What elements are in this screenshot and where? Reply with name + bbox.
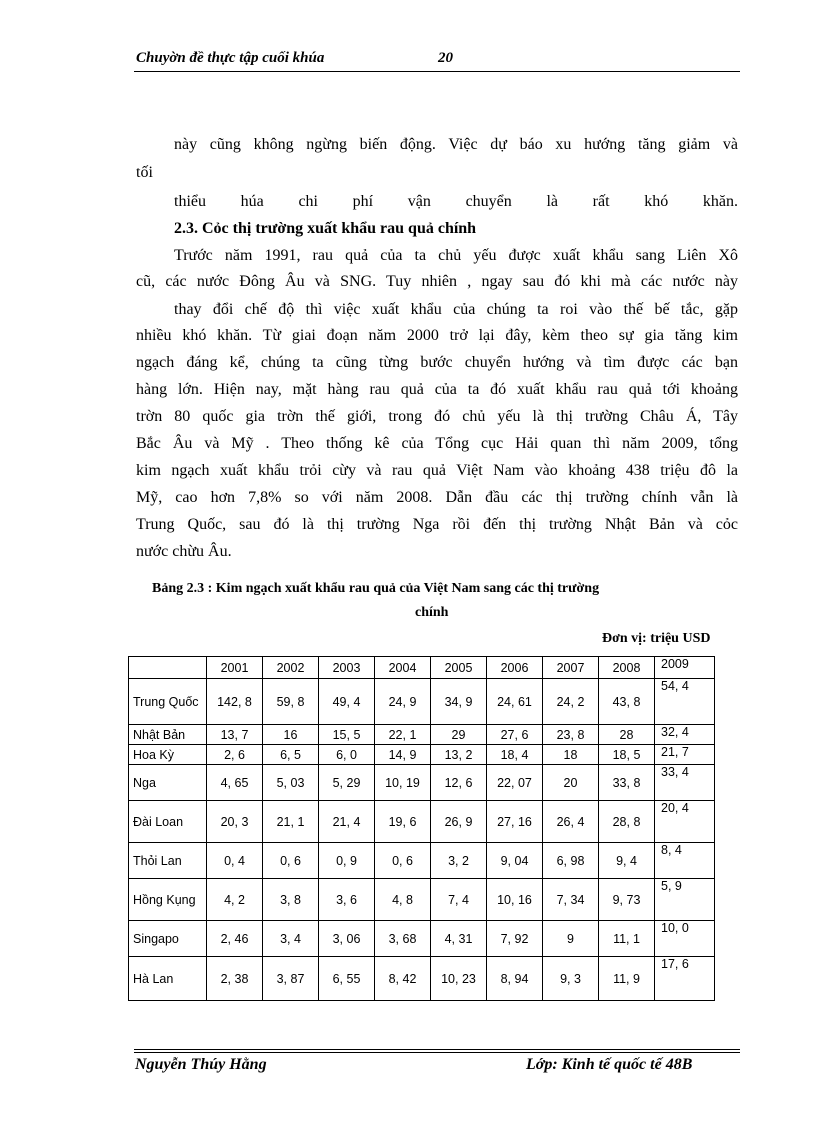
value-cell: 13, 2 <box>431 745 487 765</box>
table-caption-cont: chính <box>415 605 449 620</box>
table-caption: Bảng 2.3 : Kim ngạch xuất khẩu rau quả của Việt Nam sang các thị trường <box>152 581 600 596</box>
value-cell: 6, 5 <box>263 745 319 765</box>
paragraph-line: Trung Quốc, sau đó là thị trường Nga rồi đến thị trường Nhật Bản và cỏc <box>136 516 738 533</box>
value-cell: 32, 4 <box>655 725 715 745</box>
paragraph-line: cũ, các nước Đông Âu và SNG. Tuy nhiên , ngay sau đó khi mà các nước này <box>136 273 738 290</box>
value-cell: 3, 6 <box>319 879 375 921</box>
market-name: Trung Quốc <box>129 679 207 725</box>
footer-divider <box>134 1052 740 1053</box>
table-row <box>129 765 715 801</box>
paragraph-line: Trước năm 1991, rau quả của ta chủ yếu được xuất khẩu sang Liên Xô <box>174 247 738 264</box>
footer-class: Lớp: Kinh tế quốc tế 48B <box>526 1056 693 1073</box>
paragraph-line: thay đổi chế độ thì việc xuất khẩu của chúng ta roi vào thế bế tắc, gặp <box>174 301 738 318</box>
market-name: Thỏi Lan <box>129 843 207 879</box>
market-name: Nga <box>129 765 207 801</box>
market-name: Hoa Kỳ <box>129 745 207 765</box>
year-header: 2006 <box>487 657 543 679</box>
value-cell: 7, 4 <box>431 879 487 921</box>
value-cell: 12, 6 <box>431 765 487 801</box>
value-cell: 21, 4 <box>319 801 375 843</box>
year-header: 2003 <box>319 657 375 679</box>
value-cell: 0, 9 <box>319 843 375 879</box>
paragraph-line: này cũng không ngừng biến động. Việc dự báo xu hướng tăng giảm và <box>174 136 738 153</box>
table-row <box>129 957 715 1001</box>
value-cell: 4, 2 <box>207 879 263 921</box>
value-cell: 43, 8 <box>599 679 655 725</box>
header-divider <box>134 71 740 72</box>
year-header: 2002 <box>263 657 319 679</box>
value-cell: 11, 9 <box>599 957 655 1001</box>
value-cell: 2, 6 <box>207 745 263 765</box>
value-cell: 16 <box>263 725 319 745</box>
year-header: 2001 <box>207 657 263 679</box>
year-header: 2004 <box>375 657 431 679</box>
footer-divider <box>134 1049 740 1050</box>
value-cell: 10, 16 <box>487 879 543 921</box>
value-cell: 5, 03 <box>263 765 319 801</box>
value-cell: 26, 9 <box>431 801 487 843</box>
value-cell: 21, 1 <box>263 801 319 843</box>
value-cell: 3, 2 <box>431 843 487 879</box>
value-cell: 3, 06 <box>319 921 375 957</box>
value-cell: 8, 94 <box>487 957 543 1001</box>
value-cell: 7, 34 <box>543 879 599 921</box>
value-cell: 4, 8 <box>375 879 431 921</box>
value-cell: 4, 65 <box>207 765 263 801</box>
value-cell: 2, 38 <box>207 957 263 1001</box>
value-cell: 22, 07 <box>487 765 543 801</box>
value-cell: 18 <box>543 745 599 765</box>
value-cell: 28, 8 <box>599 801 655 843</box>
year-header: 2005 <box>431 657 487 679</box>
value-cell: 21, 7 <box>655 745 715 765</box>
table-row <box>129 921 715 957</box>
value-cell: 3, 8 <box>263 879 319 921</box>
paragraph-line: Bắc Âu và Mỹ . Theo thống kê của Tổng cục Hải quan thì năm 2009, tổng <box>136 435 738 452</box>
header-title: Chuyờn đề thực tập cuối khúa <box>136 50 325 66</box>
market-name: Singapo <box>129 921 207 957</box>
value-cell: 20, 4 <box>655 801 715 843</box>
value-cell: 7, 92 <box>487 921 543 957</box>
footer-author: Nguyễn Thúy Hằng <box>135 1056 267 1073</box>
value-cell: 14, 9 <box>375 745 431 765</box>
value-cell: 5, 9 <box>655 879 715 921</box>
value-cell: 11, 1 <box>599 921 655 957</box>
value-cell: 4, 31 <box>431 921 487 957</box>
value-cell: 29 <box>431 725 487 745</box>
table-row <box>129 843 715 879</box>
table-row <box>129 801 715 843</box>
value-cell: 15, 5 <box>319 725 375 745</box>
page-header <box>134 50 740 72</box>
value-cell: 18, 4 <box>487 745 543 765</box>
value-cell: 19, 6 <box>375 801 431 843</box>
paragraph-line: Mỹ, cao hơn 7,8% so với năm 2008. Dẫn đầu các thị trường chính vẫn là <box>136 489 738 506</box>
value-cell: 18, 5 <box>599 745 655 765</box>
table-row <box>129 725 715 745</box>
value-cell: 24, 61 <box>487 679 543 725</box>
market-name: Đài Loan <box>129 801 207 843</box>
value-cell: 17, 6 <box>655 957 715 1001</box>
value-cell: 28 <box>599 725 655 745</box>
value-cell: 27, 16 <box>487 801 543 843</box>
year-header: 2008 <box>599 657 655 679</box>
paragraph-line: kim ngạch xuất khẩu trỏi cừy và rau quả Việt Nam vào khoảng 438 triệu đô la <box>136 462 738 479</box>
value-cell: 59, 8 <box>263 679 319 725</box>
value-cell: 27, 6 <box>487 725 543 745</box>
value-cell: 20, 3 <box>207 801 263 843</box>
table-unit: Đơn vị: triệu USD <box>602 631 711 646</box>
value-cell: 9, 73 <box>599 879 655 921</box>
value-cell: 20 <box>543 765 599 801</box>
table-row <box>129 745 715 765</box>
value-cell: 13, 7 <box>207 725 263 745</box>
value-cell: 2, 46 <box>207 921 263 957</box>
market-name: Nhật Bản <box>129 725 207 745</box>
market-name: Hà Lan <box>129 957 207 1001</box>
value-cell: 6, 98 <box>543 843 599 879</box>
paragraph-line: ngạch đáng kể, chúng ta cũng từng bước chuyển hướng và tìm được các bạn <box>136 354 738 371</box>
paragraph-line: nhiều khó khăn. Từ giai đoạn năm 2000 trở lại đây, kèm theo sự gia tăng kim <box>136 327 738 344</box>
value-cell: 33, 8 <box>599 765 655 801</box>
value-cell: 9 <box>543 921 599 957</box>
table-corner-cell <box>129 657 207 679</box>
value-cell: 6, 55 <box>319 957 375 1001</box>
value-cell: 9, 3 <box>543 957 599 1001</box>
paragraph-line: trờn 80 quốc gia trờn thế giới, trong đó chủ yếu là thị trường Châu Á, Tây <box>136 408 738 425</box>
value-cell: 26, 4 <box>543 801 599 843</box>
value-cell: 142, 8 <box>207 679 263 725</box>
value-cell: 49, 4 <box>319 679 375 725</box>
market-name: Hồng Kụng <box>129 879 207 921</box>
paragraph-line: hàng lớn. Hiện nay, mặt hàng rau quả của ta đó xuất khẩu rau quả tới khoảng <box>136 381 738 398</box>
value-cell: 33, 4 <box>655 765 715 801</box>
value-cell: 22, 1 <box>375 725 431 745</box>
page-number: 20 <box>438 50 453 66</box>
value-cell: 23, 8 <box>543 725 599 745</box>
value-cell: 10, 23 <box>431 957 487 1001</box>
value-cell: 3, 87 <box>263 957 319 1001</box>
value-cell: 9, 04 <box>487 843 543 879</box>
value-cell: 3, 68 <box>375 921 431 957</box>
paragraph-line: tối <box>136 164 153 181</box>
value-cell: 5, 29 <box>319 765 375 801</box>
value-cell: 24, 2 <box>543 679 599 725</box>
year-header: 2009 <box>655 657 715 679</box>
value-cell: 0, 6 <box>263 843 319 879</box>
value-cell: 54, 4 <box>655 679 715 725</box>
value-cell: 34, 9 <box>431 679 487 725</box>
table-row <box>129 679 715 725</box>
value-cell: 9, 4 <box>599 843 655 879</box>
paragraph-line: thiểu húa chi phí vận chuyển là rất khó khăn. <box>174 193 738 210</box>
value-cell: 8, 4 <box>655 843 715 879</box>
value-cell: 24, 9 <box>375 679 431 725</box>
value-cell: 10, 0 <box>655 921 715 957</box>
year-header: 2007 <box>543 657 599 679</box>
export-table <box>128 656 715 1001</box>
value-cell: 8, 42 <box>375 957 431 1001</box>
value-cell: 3, 4 <box>263 921 319 957</box>
value-cell: 0, 4 <box>207 843 263 879</box>
value-cell: 0, 6 <box>375 843 431 879</box>
table-row <box>129 879 715 921</box>
value-cell: 6, 0 <box>319 745 375 765</box>
paragraph-line: nước chừu Âu. <box>136 543 232 560</box>
section-heading: 2.3. Cỏc thị trường xuất khẩu rau quả chính <box>174 220 477 237</box>
value-cell: 10, 19 <box>375 765 431 801</box>
